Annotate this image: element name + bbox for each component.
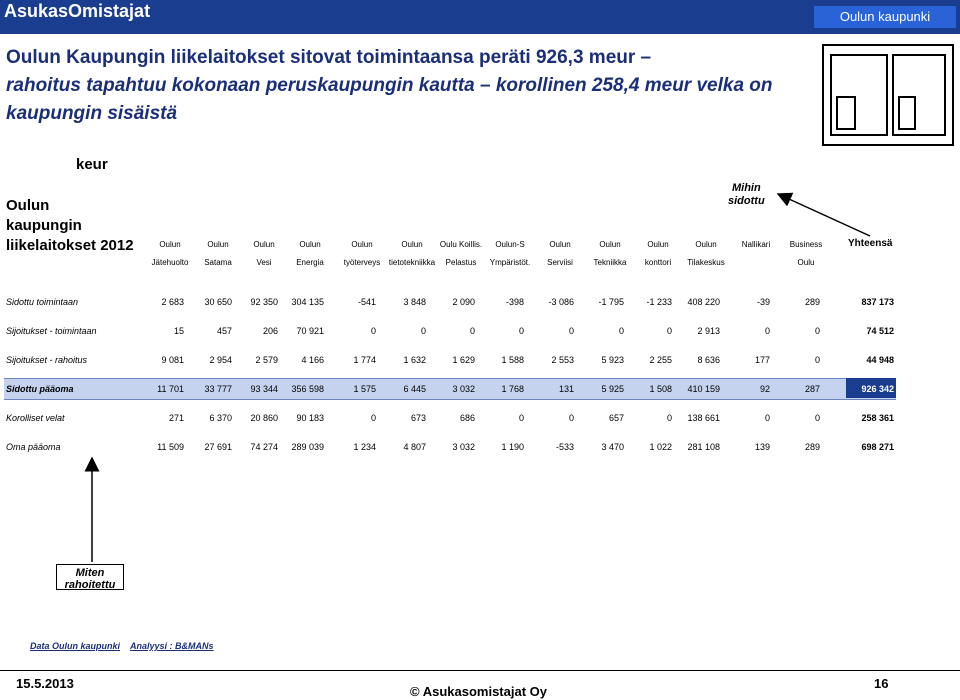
table-cell: 2 579 [255, 355, 278, 365]
table-cell: 0 [814, 355, 820, 365]
table-cell: 15 [173, 326, 184, 336]
table-total-cell: 837 173 [861, 297, 894, 307]
table-cell: 2 683 [161, 297, 184, 307]
row-label: Sidottu pääoma [6, 384, 74, 394]
table-cell: 356 598 [291, 384, 324, 394]
table-cell: 0 [666, 413, 672, 423]
table-cell: -1 795 [598, 297, 624, 307]
table-cell: 2 090 [452, 297, 475, 307]
column-header-2-line1: Oulun [207, 240, 229, 249]
title-line-2: rahoitus tapahtuu kokonaan peruskaupungin kautta – korollinen 258,4 meur velka on [6, 75, 773, 96]
table-cell: 408 220 [687, 297, 720, 307]
table-cell: -398 [505, 297, 524, 307]
table-cell: 1 629 [452, 355, 475, 365]
table-cell: 177 [754, 355, 770, 365]
table-cell: 139 [754, 442, 770, 452]
table-cell: 6 445 [403, 384, 426, 394]
column-header-11-line2: konttori [644, 258, 672, 267]
table-cell: 0 [420, 326, 426, 336]
table-cell: 92 350 [250, 297, 278, 307]
table-cell: 3 848 [403, 297, 426, 307]
table-cell: 30 650 [204, 297, 232, 307]
table-cell: 74 274 [250, 442, 278, 452]
table-cell: 1 774 [353, 355, 376, 365]
table-cell: 289 [804, 442, 820, 452]
column-header-14-line1: Business [789, 240, 823, 249]
org-tag: Oulun kaupunki [814, 6, 956, 28]
table-cell: 3 470 [601, 442, 624, 452]
title-line-3: kaupungin sisäistä [6, 103, 178, 124]
brand-logo-text: AsukasOmistajat [4, 1, 151, 21]
table-cell: 0 [814, 413, 820, 423]
arrow-to-mihin [778, 194, 870, 236]
page-number: 16 [874, 676, 889, 691]
table-cell: 2 553 [551, 355, 574, 365]
column-header-11-line1: Oulun [647, 240, 669, 249]
table-cell: 410 159 [687, 384, 720, 394]
column-header-3-line1: Oulun [253, 240, 275, 249]
table-cell: 4 166 [301, 355, 324, 365]
table-cell: 138 661 [687, 413, 720, 423]
row-label: Sijoitukset - toimintaan [6, 326, 97, 336]
table-cell: 9 081 [161, 355, 184, 365]
column-header-4-line1: Oulun [299, 240, 321, 249]
column-header-12-line1: Oulun [695, 240, 717, 249]
row-label: Sidottu toimintaan [6, 297, 79, 307]
column-header-2-line2: Satama [204, 258, 232, 267]
unit-label: keur [76, 156, 108, 173]
table-cell: 1 768 [501, 384, 524, 394]
table-cell: -541 [357, 297, 376, 307]
table-cell: 1 575 [353, 384, 376, 394]
column-header-1-line2: Jätehuolto [151, 258, 189, 267]
table-cell: 657 [608, 413, 624, 423]
table-cell: 0 [518, 326, 524, 336]
column-header-5-line2: työterveys [343, 258, 381, 267]
table-cell: 90 183 [296, 413, 324, 423]
table-cell: 1 190 [501, 442, 524, 452]
table-cell: 289 [804, 297, 820, 307]
column-header-7-line1: Oulu Koillis. [439, 240, 483, 249]
table-cell: 2 913 [697, 326, 720, 336]
source-analysis: Analyysi : B&MANs [130, 641, 214, 651]
table-cell: 0 [814, 326, 820, 336]
table-cell: 1 234 [353, 442, 376, 452]
total-column-header: Yhteensä [848, 238, 893, 249]
table-cell: -533 [555, 442, 574, 452]
column-header-4-line2: Energia [296, 258, 324, 267]
table-cell: 673 [410, 413, 426, 423]
column-header-3-line2: Vesi [256, 258, 272, 267]
table-cell: -1 233 [646, 297, 672, 307]
table-cell: 11 509 [157, 442, 184, 452]
table-cell: 287 [804, 384, 820, 394]
footer-date: 15.5.2013 [16, 676, 74, 691]
table-cell: 1 632 [403, 355, 426, 365]
table-cell: 2 255 [649, 355, 672, 365]
table-cell: 1 022 [649, 442, 672, 452]
table-cell: 0 [469, 326, 475, 336]
column-header-6-line2: tietotekniikka [388, 258, 436, 267]
source-data: Data Oulun kaupunki [30, 641, 121, 651]
table-total-cell: 44 948 [866, 355, 894, 365]
column-header-12-line2: Tilakeskus [687, 258, 725, 267]
table-total-cell: 258 361 [861, 413, 894, 423]
footer-copyright: © Asukasomistajat Oy [410, 684, 547, 699]
column-header-1-line1: Oulun [159, 240, 181, 249]
title-line-1: Oulun Kaupungin liikelaitokset sitovat toimintaansa peräti 926,3 meur – [6, 47, 652, 68]
column-header-6-line1: Oulun [401, 240, 423, 249]
table-cell: 289 039 [291, 442, 324, 452]
column-header-14-line2: Oulu [797, 258, 815, 267]
table-cell: -3 086 [548, 297, 574, 307]
table-cell: 2 954 [209, 355, 232, 365]
table-cell: 271 [168, 413, 184, 423]
row-label: Oma pääoma [6, 442, 61, 452]
table-cell: 206 [262, 326, 278, 336]
table-cell: 0 [568, 326, 574, 336]
table-cell: 686 [459, 413, 475, 423]
table-cell: 3 032 [452, 442, 475, 452]
table-cell: 0 [370, 413, 376, 423]
table-cell: 20 860 [250, 413, 278, 423]
table-total-cell: 698 271 [861, 442, 894, 452]
table-cell: 0 [568, 413, 574, 423]
column-header-9-line1: Oulun [549, 240, 571, 249]
table-total-cell: 74 512 [866, 326, 894, 336]
column-header-8-line1: Oulun-S [495, 240, 525, 249]
table-cell: 0 [764, 413, 770, 423]
column-header-9-line2: Serviisi [547, 258, 573, 267]
column-header-8-line2: Ympäristöt. [489, 258, 531, 267]
row-label: Sijoitukset - rahoitus [6, 355, 88, 365]
column-header-7-line2: Pelastus [445, 258, 477, 267]
annotation-miten-rahoitettu: Miten rahoitettu [64, 567, 116, 591]
table-cell: 3 032 [452, 384, 475, 394]
column-header-13-line1: Nallikari [741, 240, 771, 249]
table-cell: -39 [756, 297, 770, 307]
table-cell: 33 777 [204, 384, 232, 394]
table-cell: 11 701 [157, 384, 184, 394]
annotation-mihin-sidottu: Mihin sidottu [728, 182, 765, 207]
table-cell: 93 344 [250, 384, 278, 394]
table-cell: 70 921 [296, 326, 324, 336]
table-cell: 0 [764, 326, 770, 336]
table-cell: 131 [558, 384, 574, 394]
table-cell: 281 108 [687, 442, 720, 452]
table-cell: 0 [370, 326, 376, 336]
row-label: Korolliset velat [6, 413, 65, 423]
table-cell: 1 508 [649, 384, 672, 394]
table-cell: 0 [618, 326, 624, 336]
table-total-cell: 926 342 [861, 384, 894, 394]
table-cell: 5 925 [601, 384, 624, 394]
table-cell: 6 370 [209, 413, 232, 423]
table-cell: 1 588 [501, 355, 524, 365]
table-cell: 457 [216, 326, 232, 336]
table-cell: 0 [666, 326, 672, 336]
table-cell: 0 [518, 413, 524, 423]
column-header-10-line2: Tekniikka [593, 258, 627, 267]
table-title: Oulun kaupungin liikelaitokset 2012 [6, 197, 134, 254]
table-cell: 304 135 [291, 297, 324, 307]
table-cell: 5 923 [601, 355, 624, 365]
table-cell: 27 691 [204, 442, 232, 452]
column-header-10-line1: Oulun [599, 240, 621, 249]
table-cell: 4 807 [403, 442, 426, 452]
table-cell: 8 636 [697, 355, 720, 365]
table-cell: 92 [759, 384, 770, 394]
column-header-5-line1: Oulun [351, 240, 373, 249]
